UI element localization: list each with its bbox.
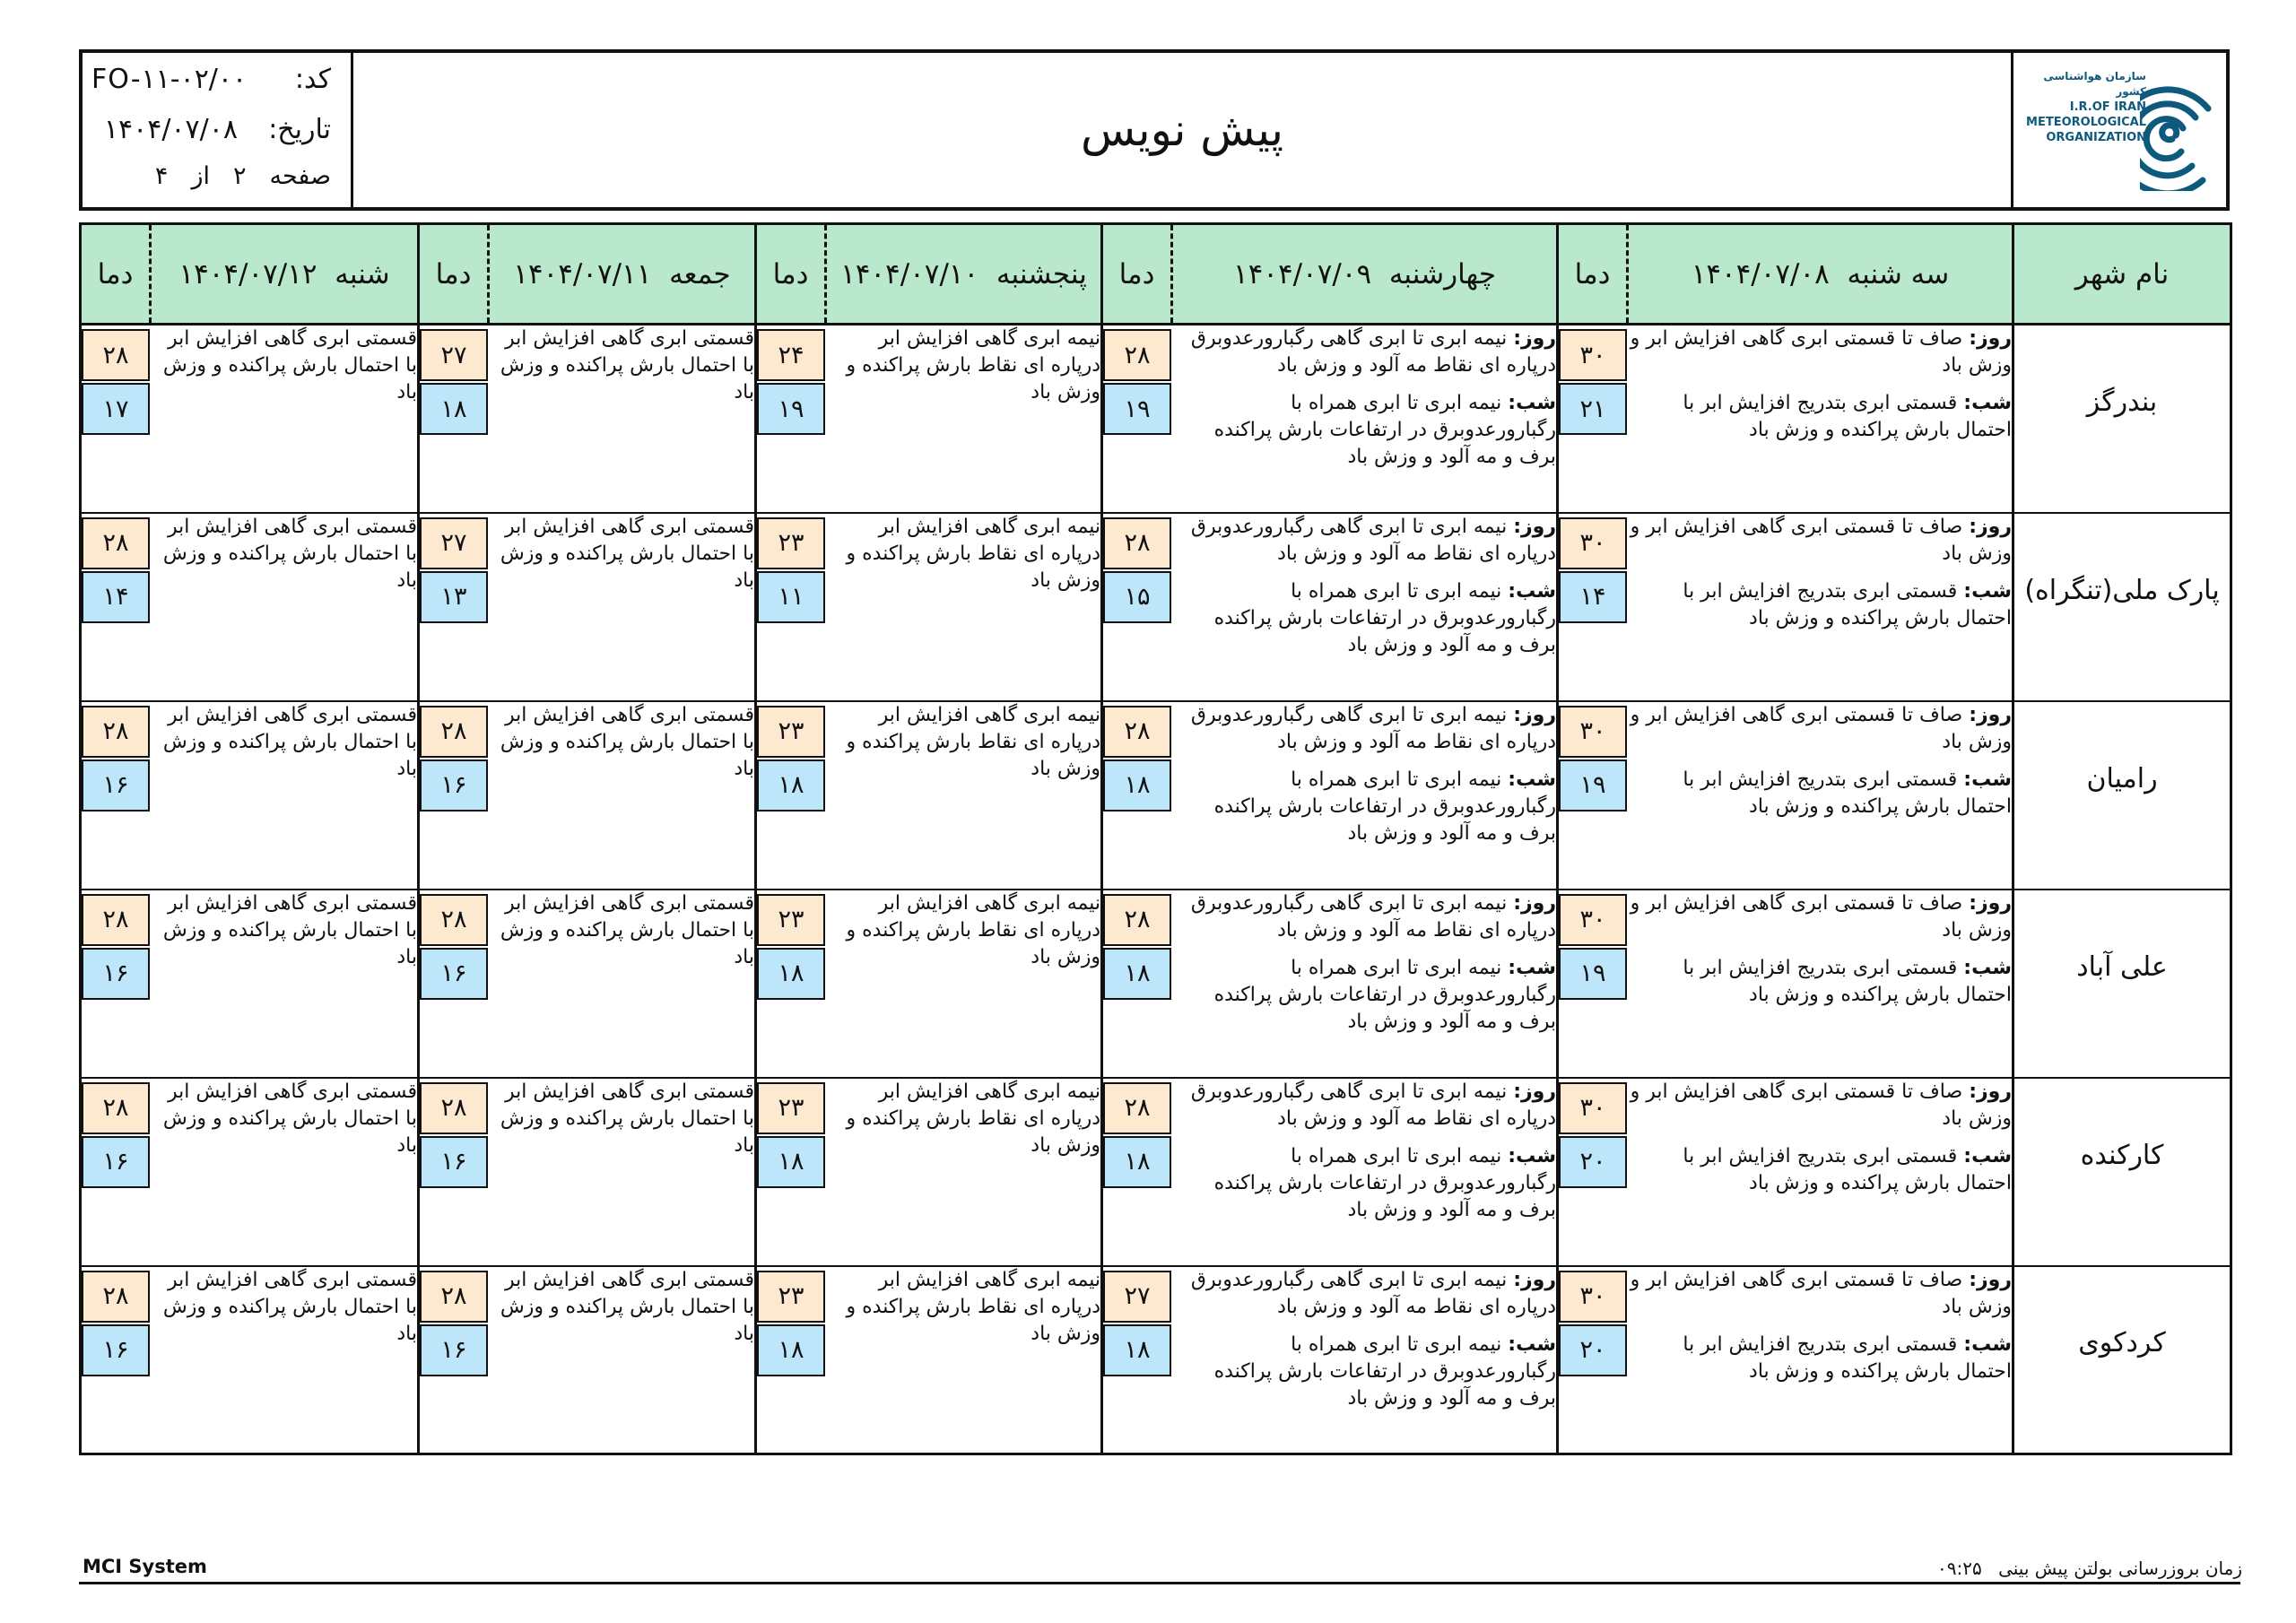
forecast-segment (1172, 767, 1557, 847)
segment-text: قسمتی ابری گاهی افزایش ابر با احتمال بارش پراکنده و وزش باد (162, 327, 417, 404)
city-name: کارکنده (2080, 1139, 2164, 1171)
day-name: چهارشنبه (1388, 257, 1496, 291)
max-temperature: ۳۰ (1559, 1271, 1627, 1323)
forecast-segment (489, 1267, 755, 1348)
update-info (1937, 1558, 2242, 1579)
temperature-cell (81, 890, 151, 1078)
temperature-cell (81, 1266, 151, 1454)
min-temperature: ۱۵ (1103, 571, 1171, 623)
temperature-cell (756, 1266, 826, 1454)
forecast-description-cell (826, 513, 1102, 701)
min-temperature: ۱۶ (82, 759, 150, 812)
max-temperature: ۳۰ (1559, 894, 1627, 946)
forecast-segment (826, 890, 1101, 971)
max-temperature: ۲۸ (420, 894, 488, 946)
city-cell (2013, 1266, 2231, 1454)
forecast-description-cell (489, 701, 756, 890)
segment-text: نیمه ابری تا ابری گاهی رگبارورعدوبرق درپاره ای نقاط مه آلود و وزش باد (1190, 515, 1556, 565)
forecast-segment (1628, 578, 2013, 632)
table-header-row (81, 224, 2231, 325)
forecast-segment (1172, 955, 1557, 1036)
temperature-cell (1558, 513, 1628, 701)
min-temperature: ۱۸ (420, 383, 488, 435)
temperature-cell (419, 1078, 489, 1266)
day-date: ۱۴۰۴/۰۷/۱۱ (513, 257, 652, 291)
forecast-segment (1628, 1143, 2013, 1197)
table-row (81, 701, 2231, 890)
temperature-cell (419, 890, 489, 1078)
forecast-description-cell (151, 701, 419, 890)
forecast-description-cell (1172, 701, 1558, 890)
day-date: ۱۴۰۴/۰۷/۰۸ (1691, 257, 1830, 291)
min-temperature: ۱۸ (1103, 948, 1171, 1000)
day-header-3 (826, 224, 1102, 325)
day-name: شنبه (335, 257, 390, 291)
max-temperature: ۲۸ (82, 706, 150, 758)
temperature-cell (1102, 890, 1172, 1078)
max-temperature: ۳۰ (1559, 517, 1627, 569)
city-cell (2013, 890, 2231, 1078)
temperature-cell (81, 701, 151, 890)
min-temperature: ۱۶ (420, 1136, 488, 1188)
segment-label: روز: (1969, 327, 2012, 350)
min-temperature: ۱۶ (420, 759, 488, 812)
segment-text: صاف تا قسمتی ابری گاهی افزایش ابر و وزش باد (1630, 1268, 2012, 1318)
segment-label: شب: (1508, 579, 1556, 603)
page-total: ۴ (154, 162, 169, 190)
min-temperature: ۱۸ (1103, 1136, 1171, 1188)
forecast-description-cell (1172, 325, 1558, 513)
max-temperature: ۲۷ (1103, 1271, 1171, 1323)
segment-text: نیمه ابری تا ابری همراه با رگبارورعدوبرق در ارتفاعات بارش پراکنده برف و مه آلود و وزش باد (1213, 956, 1556, 1033)
segment-text: صاف تا قسمتی ابری گاهی افزایش ابر و وزش باد (1630, 327, 2012, 377)
segment-label: شب: (1963, 768, 2012, 791)
max-temperature: ۲۳ (757, 1271, 825, 1323)
min-temperature: ۱۸ (757, 759, 825, 812)
day-header-1 (1628, 224, 2013, 325)
min-temperature: ۱۸ (1103, 759, 1171, 812)
forecast-description-cell (826, 890, 1102, 1078)
temperature-cell (1558, 1266, 1628, 1454)
temperature-cell (419, 325, 489, 513)
segment-text: نیمه ابری گاهی افزایش ابر درپاره ای نقاط بارش پراکنده و وزش باد (846, 703, 1100, 780)
forecast-segment (1172, 890, 1557, 944)
max-temperature: ۲۳ (757, 517, 825, 569)
forecast-description-cell (1628, 513, 2013, 701)
forecast-segment (1172, 702, 1557, 756)
segment-label: روز: (1969, 515, 2012, 538)
segment-label: روز: (1513, 327, 1556, 350)
forecast-segment (1628, 1267, 2013, 1321)
forecast-segment (826, 702, 1101, 783)
day-date: ۱۴۰۴/۰۷/۰۹ (1233, 257, 1372, 291)
segment-text: قسمتی ابری گاهی افزایش ابر با احتمال بارش پراکنده و وزش باد (500, 327, 754, 404)
segment-text: نیمه ابری تا ابری گاهی رگبارورعدوبرق درپاره ای نقاط مه آلود و وزش باد (1190, 703, 1556, 753)
segment-label: شب: (1508, 1332, 1556, 1356)
segment-label: شب: (1508, 1144, 1556, 1167)
max-temperature: ۲۷ (420, 329, 488, 381)
forecast-segment (1172, 1143, 1557, 1224)
forecast-segment (1172, 1267, 1557, 1321)
temperature-cell (756, 325, 826, 513)
temperature-cell (1102, 325, 1172, 513)
forecast-description-cell (1628, 701, 2013, 890)
segment-text: قسمتی ابری گاهی افزایش ابر با احتمال بارش پراکنده و وزش باد (162, 1080, 417, 1157)
forecast-segment (151, 325, 418, 406)
city-cell (2013, 325, 2231, 513)
max-temperature: ۲۸ (82, 517, 150, 569)
forecast-segment (826, 1267, 1101, 1348)
forecast-description-cell (489, 1266, 756, 1454)
temp-header-2: دما (1102, 224, 1172, 325)
organization-logo (2011, 53, 2226, 207)
logo-text-fa: سازمان هواشناسی کشور (2043, 70, 2146, 98)
max-temperature: ۲۳ (757, 894, 825, 946)
day-name: پنجشنبه (996, 257, 1087, 291)
segment-label: روز: (1969, 703, 2012, 726)
forecast-description-cell (826, 325, 1102, 513)
min-temperature: ۱۳ (420, 571, 488, 623)
segment-label: شب: (1963, 1144, 2012, 1167)
segment-text: قسمتی ابری گاهی افزایش ابر با احتمال بارش پراکنده و وزش باد (162, 515, 417, 592)
segment-text: قسمتی ابری گاهی افزایش ابر با احتمال بارش پراکنده و وزش باد (500, 515, 754, 592)
min-temperature: ۱۹ (1559, 759, 1627, 812)
max-temperature: ۲۸ (82, 1271, 150, 1323)
max-temperature: ۲۴ (757, 329, 825, 381)
city-column-header: نام شهر (2013, 224, 2231, 325)
temperature-cell (1102, 1078, 1172, 1266)
min-temperature: ۱۴ (82, 571, 150, 623)
segment-label: شب: (1963, 392, 2012, 414)
segment-text: قسمتی ابری گاهی افزایش ابر با احتمال بارش پراکنده و وزش باد (500, 703, 754, 780)
segment-text: نیمه ابری گاهی افزایش ابر درپاره ای نقاط بارش پراکنده و وزش باد (846, 1268, 1100, 1345)
system-name: MCI System (83, 1556, 207, 1577)
forecast-description-cell (151, 513, 419, 701)
table-row (81, 513, 2231, 701)
segment-label: شب: (1508, 768, 1556, 791)
segment-text: قسمتی ابری گاهی افزایش ابر با احتمال بارش پراکنده و وزش باد (500, 891, 754, 968)
segment-text: قسمتی ابری گاهی افزایش ابر با احتمال بارش پراکنده و وزش باد (162, 891, 417, 968)
max-temperature: ۲۸ (82, 1082, 150, 1134)
segment-text: صاف تا قسمتی ابری گاهی افزایش ابر و وزش باد (1630, 1080, 2012, 1130)
min-temperature: ۱۹ (1559, 948, 1627, 1000)
forecast-segment (1172, 1332, 1557, 1412)
forecast-table (79, 222, 2232, 1455)
update-label: زمان بروزرسانی بولتن پیش بینی (1998, 1558, 2242, 1579)
min-temperature: ۱۶ (420, 948, 488, 1000)
forecast-segment (1628, 767, 2013, 820)
segment-text: نیمه ابری گاهی افزایش ابر درپاره ای نقاط بارش پراکنده و وزش باد (846, 327, 1100, 404)
max-temperature: ۲۸ (420, 706, 488, 758)
date-value: ۱۴۰۴/۰۷/۰۸ (103, 114, 238, 145)
min-temperature: ۱۴ (1559, 571, 1627, 623)
temperature-cell (81, 325, 151, 513)
segment-text: نیمه ابری تا ابری همراه با رگبارورعدوبرق در ارتفاعات بارش پراکنده برف و مه آلود و وزش باد (1213, 1144, 1556, 1221)
segment-text: نیمه ابری تا ابری همراه با رگبارورعدوبرق در ارتفاعات بارش پراکنده برف و مه آلود و وزش باد (1213, 768, 1556, 845)
segment-label: شب: (1508, 956, 1556, 979)
page-of: از (191, 162, 210, 190)
logo-text-en2: METEOROLOGICAL (2026, 116, 2146, 129)
temperature-cell (1102, 513, 1172, 701)
temperature-cell (419, 1266, 489, 1454)
segment-text: نیمه ابری تا ابری همراه با رگبارورعدوبرق در ارتفاعات بارش پراکنده برف و مه آلود و وزش باد (1213, 579, 1556, 656)
temp-header-3: دما (756, 224, 826, 325)
update-time: ۰۹:۲۵ (1937, 1558, 1982, 1579)
forecast-segment (151, 514, 418, 595)
segment-text: صاف تا قسمتی ابری گاهی افزایش ابر و وزش باد (1630, 515, 2012, 565)
page-label: صفحه (269, 162, 331, 190)
forecast-segment (1628, 1332, 2013, 1385)
segment-text: صاف تا قسمتی ابری گاهی افزایش ابر و وزش باد (1630, 703, 2012, 753)
forecast-segment (1172, 1079, 1557, 1133)
temp-header-5: دما (81, 224, 151, 325)
segment-text: نیمه ابری گاهی افزایش ابر درپاره ای نقاط بارش پراکنده و وزش باد (846, 515, 1100, 592)
temperature-cell (419, 513, 489, 701)
page-row (91, 162, 331, 190)
forecast-segment (1172, 390, 1557, 471)
min-temperature: ۱۸ (1103, 1324, 1171, 1376)
min-temperature: ۱۱ (757, 571, 825, 623)
segment-label: شب: (1963, 579, 2012, 603)
segment-text: قسمتی ابری گاهی افزایش ابر با احتمال بارش پراکنده و وزش باد (162, 703, 417, 780)
forecast-description-cell (826, 1266, 1102, 1454)
segment-text: قسمتی ابری بتدریج افزایش ابر با احتمال بارش پراکنده و وزش باد (1683, 1332, 2012, 1383)
temperature-cell (81, 1078, 151, 1266)
segment-text: نیمه ابری تا ابری همراه با رگبارورعدوبرق در ارتفاعات بارش پراکنده برف و مه آلود و وزش باد (1213, 392, 1556, 468)
forecast-description-cell (1172, 1266, 1558, 1454)
temperature-cell (1102, 1266, 1172, 1454)
max-temperature: ۲۸ (1103, 706, 1171, 758)
forecast-segment (1628, 702, 2013, 756)
forecast-segment (1628, 1079, 2013, 1133)
spiral-logo-icon (2140, 65, 2217, 191)
min-temperature: ۱۸ (757, 948, 825, 1000)
segment-text: نیمه ابری گاهی افزایش ابر درپاره ای نقاط بارش پراکنده و وزش باد (846, 1080, 1100, 1157)
segment-text: نیمه ابری تا ابری همراه با رگبارورعدوبرق در ارتفاعات بارش پراکنده برف و مه آلود و وزش باد (1213, 1332, 1556, 1410)
forecast-description-cell (489, 325, 756, 513)
forecast-description-cell (826, 1078, 1102, 1266)
temperature-cell (1102, 701, 1172, 890)
segment-text: قسمتی ابری بتدریج افزایش ابر با احتمال بارش پراکنده و وزش باد (1683, 1144, 2012, 1194)
segment-label: شب: (1508, 392, 1556, 414)
city-cell (2013, 1078, 2231, 1266)
forecast-segment (489, 1079, 755, 1159)
temperature-cell (756, 701, 826, 890)
max-temperature: ۲۸ (420, 1271, 488, 1323)
forecast-segment (151, 890, 418, 971)
segment-text: نیمه ابری تا ابری گاهی رگبارورعدوبرق درپاره ای نقاط مه آلود و وزش باد (1190, 327, 1556, 377)
max-temperature: ۲۸ (1103, 894, 1171, 946)
segment-label: شب: (1963, 956, 2012, 979)
forecast-description-cell (1172, 890, 1558, 1078)
temperature-cell (756, 513, 826, 701)
max-temperature: ۳۰ (1559, 1082, 1627, 1134)
forecast-segment (826, 325, 1101, 406)
forecast-segment (151, 1267, 418, 1348)
max-temperature: ۲۸ (1103, 1082, 1171, 1134)
min-temperature: ۱۷ (82, 383, 150, 435)
temperature-cell (419, 701, 489, 890)
day-name: سه شنبه (1847, 257, 1950, 291)
max-temperature: ۲۸ (420, 1082, 488, 1134)
forecast-segment (1628, 514, 2013, 568)
page-title: پیش نویس (1080, 104, 1284, 156)
segment-text: نیمه ابری تا ابری گاهی رگبارورعدوبرق درپاره ای نقاط مه آلود و وزش باد (1190, 1080, 1556, 1130)
min-temperature: ۲۰ (1559, 1136, 1627, 1188)
segment-text: قسمتی ابری بتدریج افزایش ابر با احتمال بارش پراکنده و وزش باد (1683, 956, 2012, 1006)
page-current: ۲ (232, 162, 247, 190)
day-header-2 (1172, 224, 1558, 325)
min-temperature: ۱۸ (757, 1324, 825, 1376)
forecast-segment (826, 1079, 1101, 1159)
forecast-segment (1628, 390, 2013, 444)
max-temperature: ۲۸ (1103, 517, 1171, 569)
min-temperature: ۱۹ (1103, 383, 1171, 435)
min-temperature: ۲۱ (1559, 383, 1627, 435)
temperature-cell (756, 1078, 826, 1266)
document-header (79, 49, 2230, 211)
max-temperature: ۲۳ (757, 1082, 825, 1134)
temperature-cell (1558, 701, 1628, 890)
code-label: کد: (294, 64, 331, 95)
segment-label: روز: (1513, 515, 1556, 538)
segment-label: روز: (1513, 703, 1556, 726)
date-label: تاریخ: (268, 114, 331, 145)
segment-label: روز: (1513, 1080, 1556, 1103)
forecast-description-cell (1628, 325, 2013, 513)
forecast-segment (1628, 955, 2013, 1009)
segment-text: قسمتی ابری بتدریج افزایش ابر با احتمال بارش پراکنده و وزش باد (1683, 768, 2012, 818)
logo-text-en3: ORGANIZATION (2046, 131, 2146, 144)
day-date: ۱۴۰۴/۰۷/۱۲ (178, 257, 317, 291)
temperature-cell (1558, 325, 1628, 513)
min-temperature: ۱۹ (757, 383, 825, 435)
segment-text: قسمتی ابری گاهی افزایش ابر با احتمال بارش پراکنده و وزش باد (500, 1268, 754, 1345)
segment-text: قسمتی ابری گاهی افزایش ابر با احتمال بارش پراکنده و وزش باد (162, 1268, 417, 1345)
min-temperature: ۱۶ (82, 948, 150, 1000)
city-cell (2013, 701, 2231, 890)
min-temperature: ۲۰ (1559, 1324, 1627, 1376)
segment-text: قسمتی ابری بتدریج افزایش ابر با احتمال بارش پراکنده و وزش باد (1683, 579, 2012, 629)
segment-text: نیمه ابری گاهی افزایش ابر درپاره ای نقاط بارش پراکنده و وزش باد (846, 891, 1100, 968)
temperature-cell (1558, 890, 1628, 1078)
logo-text-en1: I.R.OF IRAN (2069, 100, 2146, 114)
footer-divider (79, 1582, 2240, 1584)
city-name: بندرگز (2086, 386, 2158, 418)
segment-label: روز: (1969, 1080, 2012, 1103)
table-row (81, 1078, 2231, 1266)
segment-label: روز: (1513, 891, 1556, 915)
day-name: جمعه (669, 257, 731, 291)
forecast-segment (489, 325, 755, 406)
city-name: پارک ملی(تنگراه) (2024, 574, 2220, 606)
forecast-description-cell (151, 1266, 419, 1454)
temperature-cell (756, 890, 826, 1078)
code-row (91, 64, 331, 95)
city-name: رامیان (2086, 762, 2158, 794)
segment-label: روز: (1969, 891, 2012, 915)
forecast-description-cell (489, 890, 756, 1078)
max-temperature: ۲۸ (82, 894, 150, 946)
table-row (81, 890, 2231, 1078)
min-temperature: ۱۶ (82, 1324, 150, 1376)
segment-label: روز: (1513, 1268, 1556, 1291)
forecast-description-cell (1172, 513, 1558, 701)
temp-header-1: دما (1558, 224, 1628, 325)
segment-text: نیمه ابری تا ابری گاهی رگبارورعدوبرق درپاره ای نقاط مه آلود و وزش باد (1190, 1268, 1556, 1318)
min-temperature: ۱۸ (757, 1136, 825, 1188)
forecast-description-cell (1628, 1266, 2013, 1454)
segment-text: نیمه ابری تا ابری گاهی رگبارورعدوبرق درپاره ای نقاط مه آلود و وزش باد (1190, 891, 1556, 942)
segment-text: قسمتی ابری گاهی افزایش ابر با احتمال بارش پراکنده و وزش باد (500, 1080, 754, 1157)
segment-label: روز: (1969, 1268, 2012, 1291)
city-name: علی آباد (2076, 950, 2168, 983)
max-temperature: ۳۰ (1559, 329, 1627, 381)
max-temperature: ۲۳ (757, 706, 825, 758)
day-date: ۱۴۰۴/۰۷/۱۰ (840, 257, 979, 291)
forecast-segment (489, 514, 755, 595)
code-value: FO-۱۱-۰۲/۰۰ (91, 64, 248, 95)
temperature-cell (81, 513, 151, 701)
city-cell (2013, 513, 2231, 701)
max-temperature: ۳۰ (1559, 706, 1627, 758)
document-meta (83, 53, 353, 207)
forecast-segment (489, 702, 755, 783)
min-temperature: ۱۶ (82, 1136, 150, 1188)
logo-text (2021, 69, 2146, 145)
forecast-description-cell (489, 1078, 756, 1266)
forecast-description-cell (1628, 1078, 2013, 1266)
forecast-description-cell (151, 890, 419, 1078)
forecast-segment (1172, 514, 1557, 568)
forecast-description-cell (1172, 1078, 1558, 1266)
max-temperature: ۲۸ (82, 329, 150, 381)
day-header-5 (151, 224, 419, 325)
forecast-segment (1628, 890, 2013, 944)
forecast-segment (489, 890, 755, 971)
forecast-description-cell (489, 513, 756, 701)
segment-label: شب: (1963, 1332, 2012, 1356)
day-header-4 (489, 224, 756, 325)
max-temperature: ۲۷ (420, 517, 488, 569)
segment-text: قسمتی ابری بتدریج افزایش ابر با احتمال بارش پراکنده و وزش باد (1683, 392, 2012, 441)
table-row (81, 325, 2231, 513)
forecast-description-cell (1628, 890, 2013, 1078)
forecast-segment (1172, 578, 1557, 659)
forecast-segment (1628, 325, 2013, 379)
forecast-segment (151, 1079, 418, 1159)
forecast-description-cell (826, 701, 1102, 890)
forecast-segment (1172, 325, 1557, 379)
forecast-description-cell (151, 1078, 419, 1266)
temperature-cell (1558, 1078, 1628, 1266)
max-temperature: ۲۸ (1103, 329, 1171, 381)
table-row (81, 1266, 2231, 1454)
min-temperature: ۱۶ (420, 1324, 488, 1376)
forecast-description-cell (151, 325, 419, 513)
temp-header-4: دما (419, 224, 489, 325)
city-name: کردکوی (2078, 1327, 2166, 1359)
forecast-table-body (81, 325, 2231, 1454)
forecast-segment (151, 702, 418, 783)
segment-text: صاف تا قسمتی ابری گاهی افزایش ابر و وزش باد (1630, 891, 2012, 942)
date-row (91, 114, 331, 145)
forecast-segment (826, 514, 1101, 595)
